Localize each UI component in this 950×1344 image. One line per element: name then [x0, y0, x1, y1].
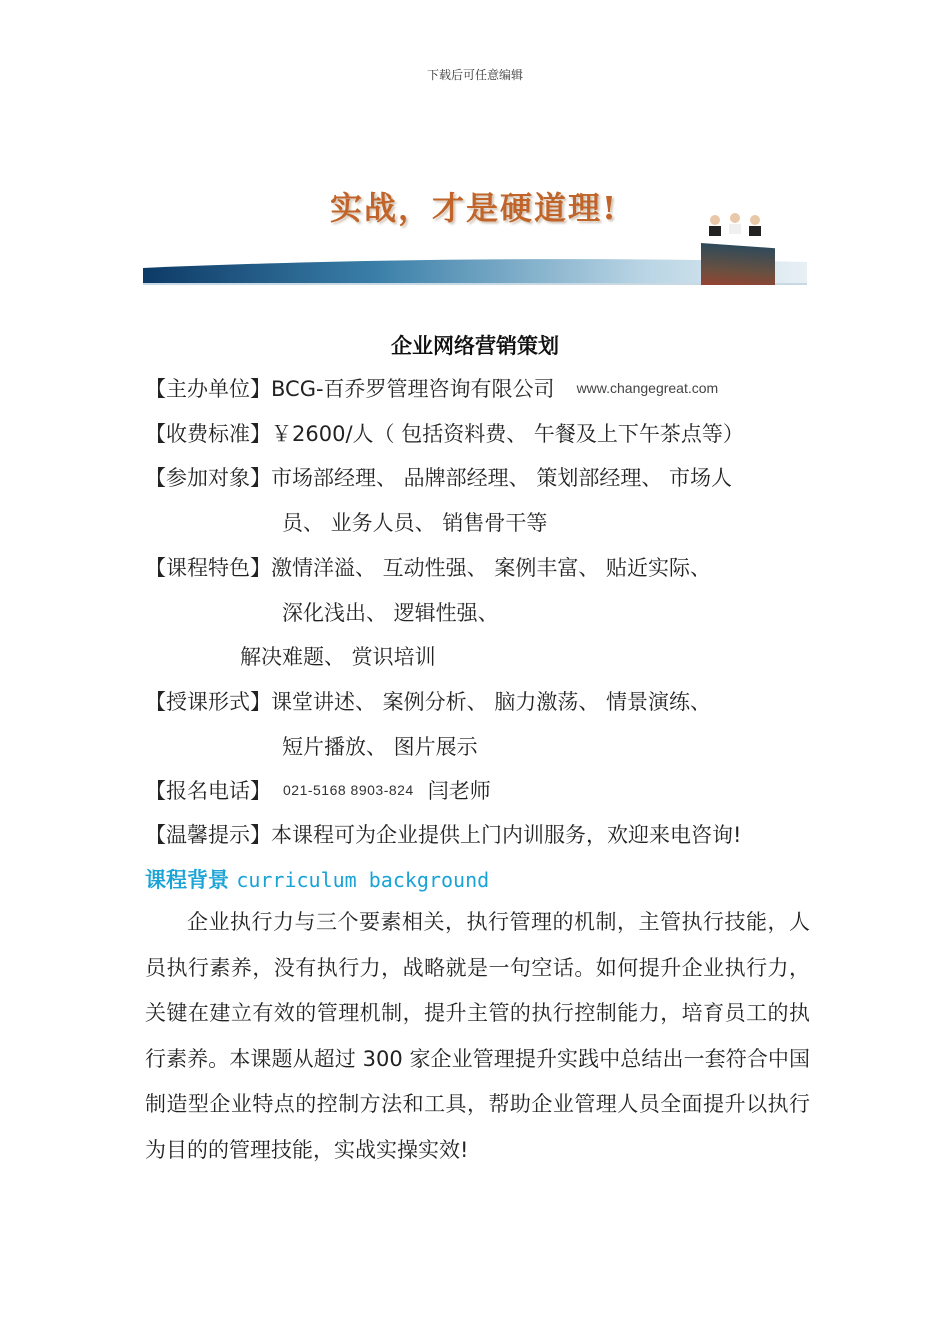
format-label: 【授课形式】 — [145, 690, 271, 714]
host-value: BCG-百乔罗管理咨询有限公司 — [271, 377, 555, 401]
audience-value-2: 员、 业务人员、 销售骨干等 — [282, 511, 548, 535]
section-title-en: curriculum background — [236, 868, 490, 892]
page-title: 企业网络营销策划 — [391, 334, 559, 358]
features-label: 【课程特色】 — [145, 556, 271, 580]
header-note: 下载后可任意编辑 — [426, 68, 523, 82]
fee-label: 【收费标准】 — [145, 422, 271, 446]
row-format — [145, 686, 711, 716]
website-url: www.changegreat.com — [576, 380, 719, 396]
phone-contact: 闫老师 — [427, 779, 491, 803]
row-phone — [145, 775, 491, 805]
row-tip — [145, 819, 741, 849]
audience-value-1: 市场部经理、 品牌部经理、 策划部经理、 市场人 — [271, 466, 733, 490]
section-paragraph: 企业执行力与三个要素相关，执行管理的机制，主管执行技能，人员执行素养，没有执行力，战略就是一句空话。如何提升企业执行力，关键在建立有效的管理机制，提升主管的执行控制能力，培育员工的执行素养。本课题从超过 300 家企业管理提升实践中总结出一套符合中国制造型企业特点的控制方法和工具，帮助企业管理人员全面提升以执行为目的的管理技能，实战实操实效! — [145, 910, 810, 1162]
row-fee — [145, 418, 744, 448]
phone-number: 021-5168 8903-824 — [283, 782, 414, 798]
audience-label: 【参加对象】 — [145, 466, 271, 490]
fee-value: ￥2600/人（ 包括资料费、 午餐及上下午茶点等） — [271, 422, 744, 446]
meeting-photo — [701, 213, 775, 285]
section-title — [145, 864, 489, 894]
tip-value: 本课程可为企业提供上门内训服务，欢迎来电咨询! — [271, 823, 742, 847]
banner-slogan: 实战，才是硬道理! — [330, 189, 619, 227]
features-value-2: 深化浅出、 逻辑性强、 — [282, 601, 499, 625]
row-host — [145, 373, 718, 403]
section-title-cn: 课程背景 — [145, 868, 229, 892]
phone-label: 【报名电话】 — [145, 779, 271, 803]
format-value-1: 课堂讲述、 案例分析、 脑力激荡、 情景演练、 — [271, 690, 712, 714]
features-value-3: 解决难题、 赏识培训 — [240, 645, 436, 669]
host-label: 【主办单位】 — [145, 377, 271, 401]
tip-label: 【温馨提示】 — [145, 823, 271, 847]
row-audience — [145, 462, 732, 492]
row-features — [145, 552, 711, 582]
format-value-2: 短片播放、 图片展示 — [282, 735, 478, 759]
features-value-1: 激情洋溢、 互动性强、 案例丰富、 贴近实际、 — [271, 556, 712, 580]
